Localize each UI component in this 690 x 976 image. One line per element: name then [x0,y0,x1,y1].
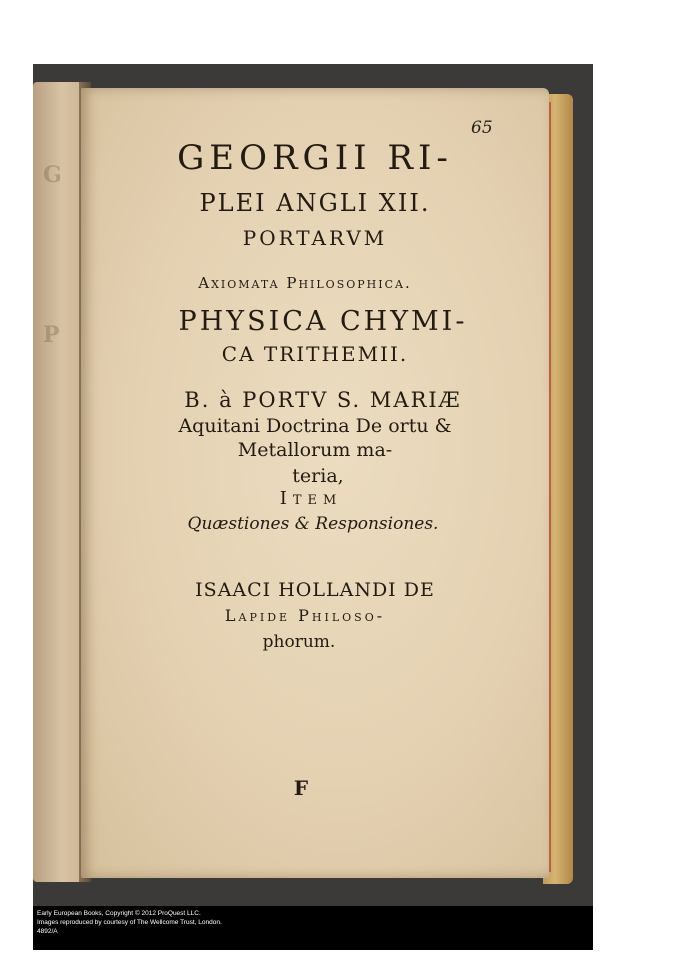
title-line: Axiomata Philosophica. [198,274,412,292]
signature-mark: F [293,776,309,800]
facing-page [33,82,81,882]
title-line: teria, [292,465,344,487]
title-line: phorum. [262,632,336,652]
book-scan [33,64,593,906]
title-line: Item [279,488,343,509]
title-line: ISAACI HOLLANDI DE [195,579,435,601]
title-line: PORTARVM [242,226,388,250]
copyright-caption [33,906,593,950]
title-line: PLEI ANGLI XII. [199,189,431,217]
title-line: Quæstiones & Responsiones. [187,514,439,534]
title-line: B. à PORTV S. MARIÆ [184,388,462,412]
caption-line: Early European Books, Copyright © 2012 ProQuest LLC. [37,910,201,917]
title-line: Aquitani Doctrina De ortu & [178,415,452,437]
caption-line: 4892/A [37,928,58,935]
bleed-through-text: G [43,162,62,188]
title-line: CA TRITHEMII. [221,342,409,366]
title-line: Lapide Philoso- [224,606,386,625]
bleed-through-text: P [43,322,60,348]
title-line: Metallorum ma- [237,439,393,461]
title-page [81,88,549,878]
page-number: 65 [471,118,493,138]
title-line: PHYSICA CHYMI- [178,306,468,337]
caption-line: Images reproduced by courtesy of The Wellcome Trust, London. [37,919,222,926]
title-line: GEORGII RI- [177,138,453,178]
